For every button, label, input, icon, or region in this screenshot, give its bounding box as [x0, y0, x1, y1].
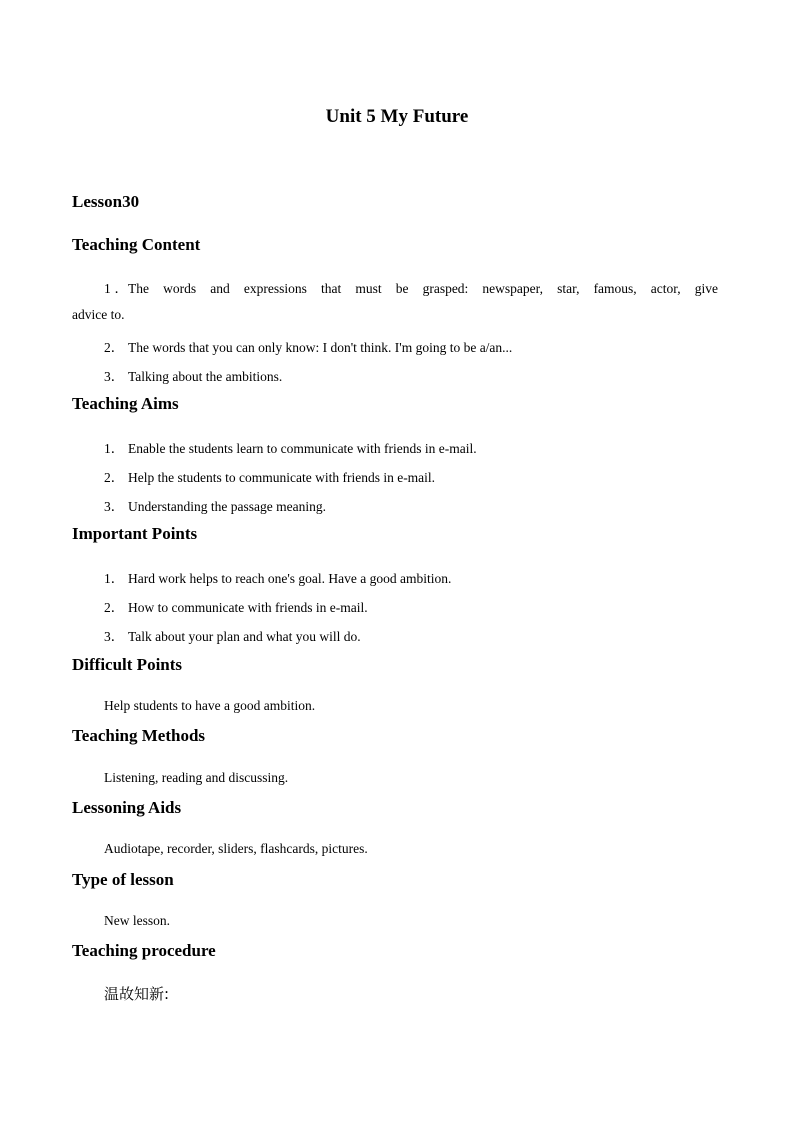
- teaching-methods-text: Listening, reading and discussing.: [104, 770, 289, 785]
- item-text: Talk about your plan and what you will do.: [128, 629, 361, 644]
- teaching-aims-item-3: [104, 495, 326, 515]
- item-text: Help the students to communicate with friends in e-mail.: [128, 470, 436, 485]
- lesson-label: Lesson30: [72, 192, 140, 211]
- item-number: 1．: [104, 441, 125, 456]
- teaching-procedure-text: 温故知新:: [104, 985, 170, 1003]
- item-number: 2．: [104, 600, 125, 615]
- item-number: 3．: [104, 369, 125, 384]
- item-number: 2．: [104, 340, 125, 355]
- teaching-procedure-heading: Teaching procedure: [72, 941, 216, 960]
- item-text: The words and expressions that must be grasped: newspaper, star, famous, actor, give: [128, 281, 718, 296]
- item-number: 2．: [104, 470, 125, 485]
- difficult-points-text: Help students to have a good ambition.: [104, 698, 316, 713]
- teaching-aims-item-2: [104, 466, 435, 486]
- page-title: Unit 5 My Future: [325, 106, 469, 127]
- item-number: 3．: [104, 629, 125, 644]
- teaching-content-heading: Teaching Content: [72, 235, 201, 254]
- teaching-content-item-1: [104, 277, 718, 297]
- difficult-points-heading: Difficult Points: [72, 655, 183, 674]
- type-of-lesson-heading: Type of lesson: [72, 870, 174, 889]
- item-text: Understanding the passage meaning.: [128, 499, 326, 514]
- important-points-item-1: [104, 567, 451, 587]
- important-points-item-3: [104, 625, 361, 645]
- item-number: 1．: [104, 571, 125, 586]
- important-points-item-2: [104, 596, 368, 616]
- lessoning-aids-text: Audiotape, recorder, sliders, flashcards, pictures.: [104, 841, 368, 856]
- teaching-aims-heading: Teaching Aims: [72, 394, 179, 413]
- item-text: The words that you can only know: I don't think. I'm going to be a/an...: [128, 340, 513, 355]
- item-text: Talking about the ambitions.: [128, 369, 283, 384]
- teaching-content-item-1-continued: advice to.: [72, 307, 125, 322]
- item-text: Enable the students learn to communicate with friends in e-mail.: [128, 441, 477, 456]
- teaching-methods-heading: Teaching Methods: [72, 726, 206, 745]
- teaching-content-item-3: [104, 365, 282, 385]
- item-number: 1．: [104, 281, 128, 296]
- important-points-heading: Important Points: [72, 524, 198, 543]
- item-text: Hard work helps to reach one's goal. Have a good ambition.: [128, 571, 452, 586]
- teaching-content-item-2: [104, 336, 512, 356]
- item-number: 3．: [104, 499, 125, 514]
- item-text: How to communicate with friends in e-mail.: [128, 600, 368, 615]
- type-of-lesson-text: New lesson.: [104, 913, 170, 928]
- teaching-aims-item-1: [104, 437, 477, 457]
- lessoning-aids-heading: Lessoning Aids: [72, 798, 182, 817]
